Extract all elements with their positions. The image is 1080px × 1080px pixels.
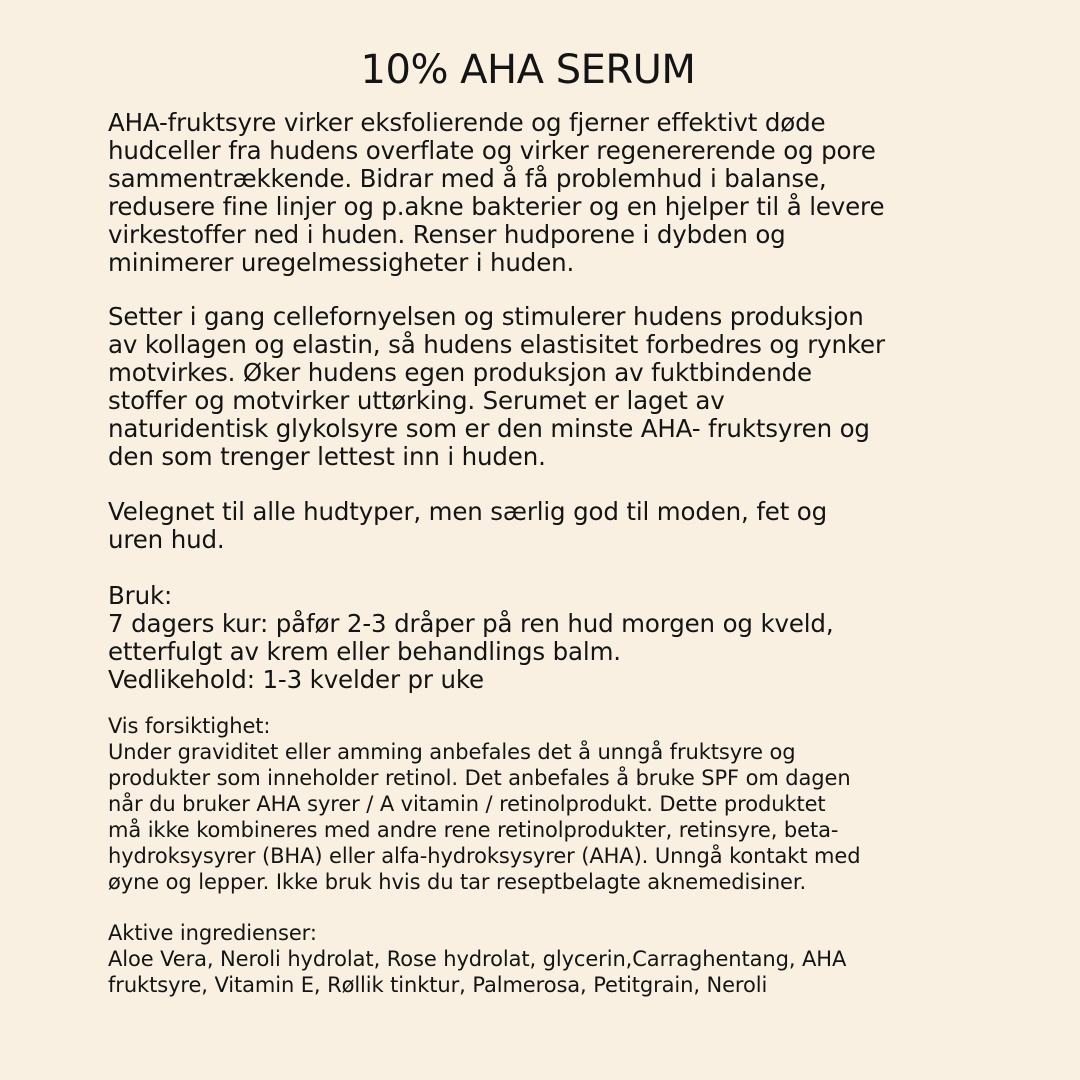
caution-line: produkter som inneholder retinol. Det anbefales å bruke SPF om dagen — [108, 766, 851, 790]
suitability-paragraph — [108, 498, 827, 554]
usage-line: etterfulgt av krem eller behandlings balm. — [108, 637, 621, 666]
usage-line: 7 dagers kur: påfør 2-3 dråper på ren hud morgen og kveld, — [108, 609, 834, 638]
text-line: hudceller fra hudens overflate og virker regenererende og pore — [108, 136, 876, 165]
caution-line: øyne og lepper. Ikke bruk hvis du tar reseptbelagte aknemedisiner. — [108, 870, 807, 894]
caution-line: når du bruker AHA syrer / A vitamin / retinolprodukt. Dette produktet — [108, 792, 826, 816]
description-paragraph-1 — [108, 109, 884, 277]
text-line: Setter i gang cellefornyelsen og stimulerer hudens produksjon — [108, 302, 864, 331]
caution-section — [108, 713, 860, 895]
text-line: motvirkes. Øker hudens egen produksjon av fuktbindende — [108, 358, 812, 387]
ingredients-line: fruktsyre, Vitamin E, Røllik tinktur, Palmerosa, Petitgrain, Neroli — [108, 973, 768, 997]
description-paragraph-2 — [108, 303, 885, 471]
ingredients-heading-colon: : — [309, 921, 317, 945]
text-line: den som trenger lettest inn i huden. — [108, 442, 546, 471]
text-line: Velegnet til alle hudtyper, men særlig god til moden, fet og — [108, 497, 828, 526]
text-line: uren hud. — [108, 525, 225, 554]
usage-heading-colon: : — [164, 581, 173, 610]
page-title: 10% AHA SERUM — [360, 47, 696, 93]
caution-heading: Vis forsiktighet: — [108, 714, 271, 738]
usage-heading: Bruk — [108, 581, 164, 610]
text-line: minimerer uregelmessigheter i huden. — [108, 248, 575, 277]
ingredients-section — [108, 920, 846, 998]
text-line: redusere fine linjer og p.akne bakterier og en hjelper til å levere — [108, 192, 885, 221]
caution-line: Under graviditet eller amming anbefales det å unngå fruktsyre og — [108, 740, 796, 764]
usage-line: Vedlikehold: 1-3 kvelder pr uke — [108, 665, 484, 694]
ingredients-line: Aloe Vera, Neroli hydrolat, Rose hydrolat, glycerin,Carraghentang, AHA — [108, 947, 847, 971]
text-line: av kollagen og elastin, så hudens elastisitet forbedres og rynker — [108, 330, 885, 359]
caution-line: må ikke kombineres med andre rene retinolprodukter, retinsyre, beta- — [108, 818, 839, 842]
text-line: virkestoffer ned i huden. Renser hudporene i dybden og — [108, 220, 786, 249]
ingredients-heading: Aktive ingredienser — [108, 921, 310, 945]
usage-section — [108, 582, 833, 694]
text-line: stoffer og motvirker uttørking. Serumet er laget av — [108, 386, 725, 415]
usage-heading-line — [108, 582, 833, 610]
ingredients-heading-line — [108, 920, 846, 946]
caution-line: hydroksysyrer (BHA) eller alfa-hydroksysyrer (AHA). Unngå kontakt med — [108, 844, 861, 868]
text-line: AHA-fruktsyre virker eksfolierende og fjerner effektivt døde — [108, 108, 826, 137]
text-line: naturidentisk glykolsyre som er den minste AHA- fruktsyren og — [108, 414, 870, 443]
text-line: sammentrækkende. Bidrar med å få problemhud i balanse, — [108, 164, 827, 193]
